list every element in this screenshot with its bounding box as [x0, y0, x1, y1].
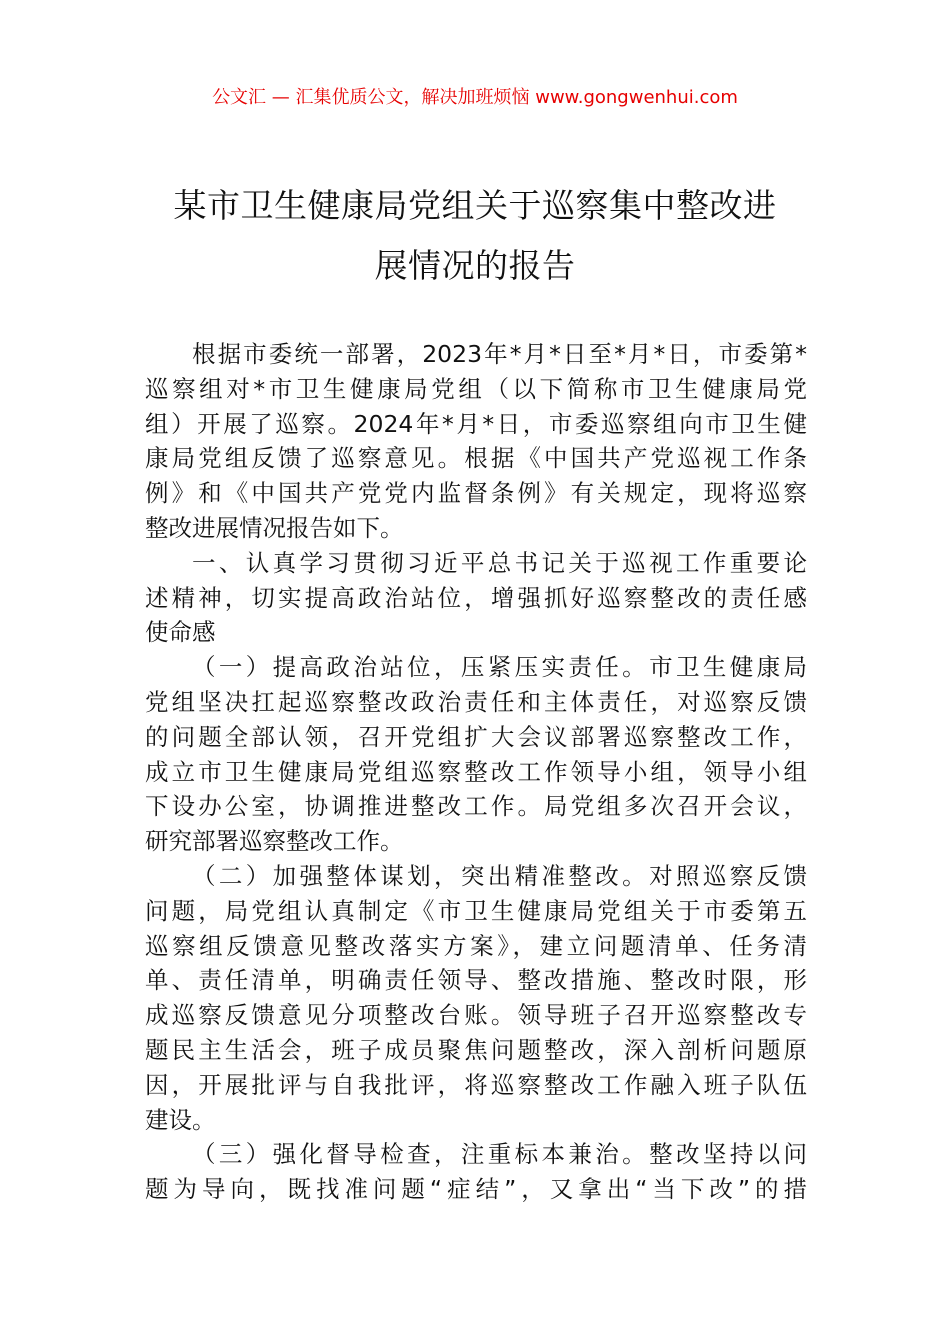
section-heading-1 — [145, 546, 807, 650]
subsection-paragraph-1 — [145, 650, 807, 859]
paragraph-line: 问题，局党组认真制定《市卫生健康局党组关于市委第五 — [145, 896, 807, 925]
paragraph-line: （三）强化督导检查，注重标本兼治。整改坚持以问 — [192, 1140, 807, 1169]
paragraph-line: 的问题全部认领，召开党组扩大会议部署巡察整改工作， — [145, 722, 807, 751]
subsection-paragraph-2 — [145, 859, 807, 1137]
paragraph-line: 研究部署巡察整改工作。 — [145, 827, 404, 856]
paragraph-line: 成立市卫生健康局党组巡察整改工作领导小组，领导小组 — [145, 757, 807, 786]
paragraph-line: 使命感 — [145, 618, 216, 647]
paragraph-line: 一、认真学习贯彻习近平总书记关于巡视工作重要论 — [192, 548, 807, 577]
paragraph-line: 巡察组对*市卫生健康局党组（以下简称市卫生健康局党 — [145, 374, 807, 403]
document-body — [145, 337, 807, 1207]
paragraph-line: 巡察组反馈意见整改落实方案》，建立问题清单、任务清 — [145, 931, 807, 960]
title-line-2: 展情况的报告 — [374, 246, 576, 285]
paragraph-line: 题为导向，既找准问题“症结”，又拿出“当下改”的措 — [145, 1175, 807, 1204]
paragraph-line: 建设。 — [145, 1105, 216, 1134]
paragraph-line: （一）提高政治站位，压紧压实责任。市卫生健康局 — [192, 653, 807, 682]
paragraph-line: 题民主生活会，班子成员聚焦问题整改，深入剖析问题原 — [145, 1035, 807, 1064]
paragraph-line: 单、责任清单，明确责任领导、整改措施、整改时限，形 — [145, 966, 807, 995]
title-line-1: 某市卫生健康局党组关于巡察集中整改进 — [173, 186, 777, 225]
paragraph-line: 例》和《中国共产党党内监督条例》有关规定，现将巡察 — [145, 479, 807, 508]
paragraph-line: 述精神，切实提高政治站位，增强抓好巡察整改的责任感 — [145, 583, 807, 612]
paragraph-line: 整改进展情况报告如下。 — [145, 513, 404, 542]
paragraph-line: 成巡察反馈意见分项整改台账。领导班子召开巡察整改专 — [145, 1001, 807, 1030]
subsection-paragraph-3 — [145, 1137, 807, 1207]
paragraph-line: 根据市委统一部署，2023年*月*日至*月*日，市委第* — [192, 340, 807, 368]
paragraph-line: 下设办公室，协调推进整改工作。局党组多次召开会议， — [145, 792, 807, 821]
paragraph-line: 因，开展批评与自我批评，将巡察整改工作融入班子队伍 — [145, 1070, 807, 1099]
paragraph-line: 党组坚决扛起巡察整改政治责任和主体责任，对巡察反馈 — [145, 687, 807, 716]
paragraph-line: （二）加强整体谋划，突出精准整改。对照巡察反馈 — [192, 861, 807, 890]
paragraph-line: 组）开展了巡察。2024年*月*日，市委巡察组向市卫生健 — [145, 409, 807, 438]
intro-paragraph — [145, 337, 807, 546]
paragraph-line: 康局党组反馈了巡察意见。根据《中国共产党巡视工作条 — [145, 444, 807, 473]
header-banner[interactable]: 公文汇 — 汇集优质公文，解决加班烦恼 www.gongwenhui.com — [212, 87, 738, 108]
document-title — [140, 176, 810, 296]
